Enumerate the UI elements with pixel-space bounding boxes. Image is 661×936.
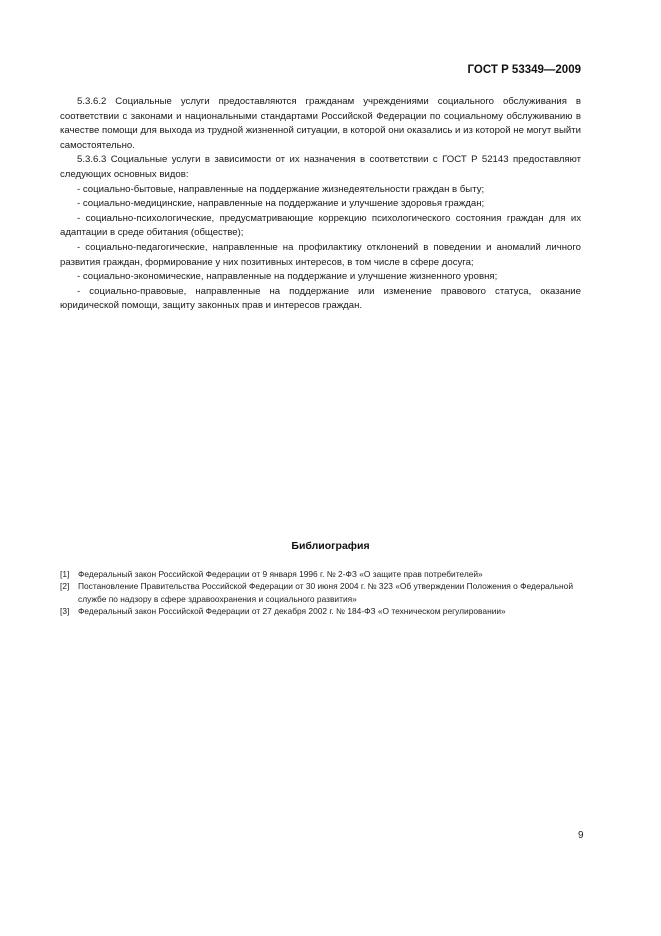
list-item-social-medical: - социально-медицинские, направленные на поддержание и улучшение здоровья граждан; [77,198,485,210]
main-text [60,95,581,314]
bibliography-item-number: [2] [60,581,70,592]
bibliography-item [60,568,590,580]
bibliography-item [60,580,590,605]
list-item-social-psychological: - социально-психологические, предусматривающие коррекцию психологического состояния граждан для их адаптации в среде обитания (обществе); [60,212,581,239]
page-number: 9 [578,830,584,841]
bibliography-list [60,568,590,618]
bibliography-item-number: [3] [60,606,70,617]
list-item-social-legal: - социально-правовые, направленные на поддержание или изменение правового статуса, оказание юридической помощи, защиту законных прав и интересов граждан. [60,285,581,312]
bibliography-item-number: [1] [60,569,70,579]
paragraph-5-3-6-3: 5.3.6.3 Социальные услуги в зависимости от их назначения в соответствии с ГОСТ Р 52143 предоставляют следующих основных видов: [60,154,581,180]
list-item-social-household: - социально-бытовые, направленные на поддержание жизнедеятельности граждан в быту; [77,183,485,195]
bibliography-item-text: Федеральный закон Российской Федерации от 9 января 1996 г. № 2-ФЗ «О защите прав потребителей» [78,569,483,579]
bibliography-item [60,605,590,617]
document-header-standard-code: ГОСТ Р 53349—2009 [467,64,581,76]
bibliography-item-text: Федеральный закон Российской Федерации от 27 декабря 2002 г. № 184-ФЗ «О техническом регулировании» [78,606,506,617]
list-item-social-pedagogical: - социально-педагогические, направленные на профилактику отклонений в поведении и аномалий личного развития граждан, формирование у них позитивных интересов, в том числе в сфере досуга; [60,241,581,268]
bibliography-title: Библиография [291,540,370,552]
bibliography-item-text: Постановление Правительства Российской Федерации от 30 июня 2004 г. № 323 «Об утверждении Положения о Федеральной службе по надзору в сфере здравоохранения и социального развития» [78,581,574,604]
list-item-social-economic: - социально-экономические, направленные на поддержание и улучшение жизненного уровня; [77,271,498,283]
paragraph-5-3-6-2: 5.3.6.2 Социальные услуги предоставляются гражданам учреждениями социального обслуживания в соответствии с законами и национальными стандартами Российской Федерации по социальному обслуживанию в качестве помощи для выхода из трудной жизненной ситуации, в которой они оказались и из которой не могут выйти самостоятельно. [60,96,581,151]
